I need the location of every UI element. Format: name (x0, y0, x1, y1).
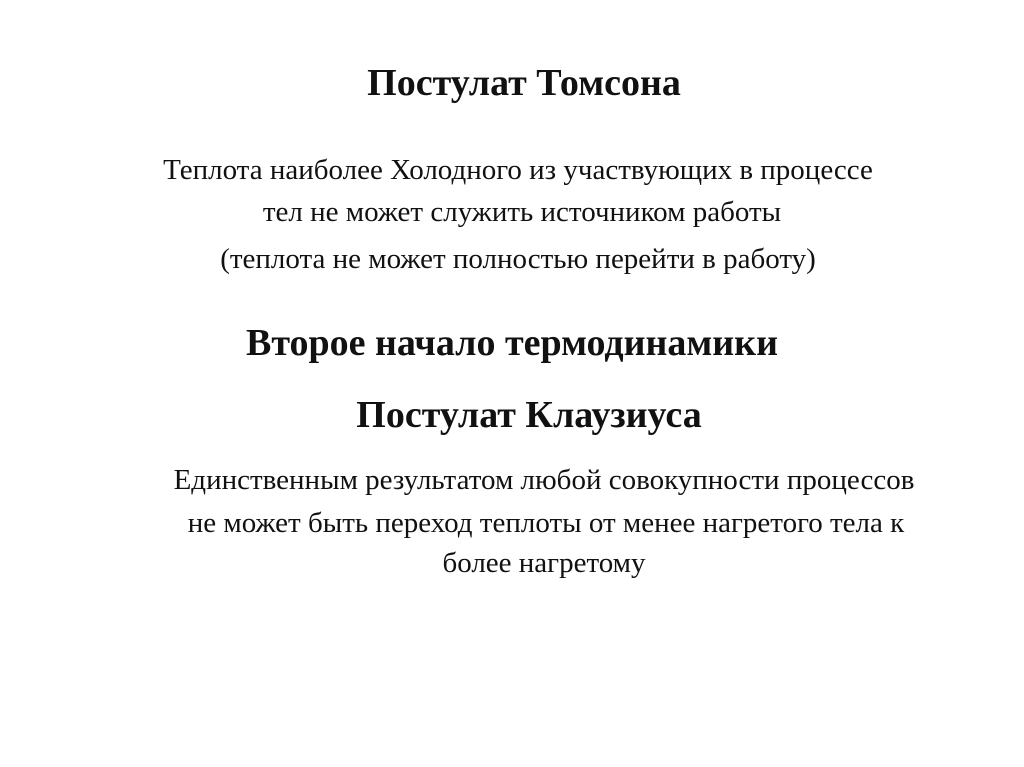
clausius-statement-line-1: Единственным результатом любой совокупности процессов (173, 464, 915, 496)
clausius-statement-line-3: более нагретому (442, 547, 646, 579)
thomson-postulate-title: Постулат Томсона (367, 62, 681, 104)
clausius-statement-line-2: не может быть переход теплоты от менее нагретого тела к (187, 507, 905, 539)
thomson-statement-line-1: Теплота наиболее Холодного из участвующих в процессе (163, 154, 873, 186)
thomson-note: (теплота не может полностью перейти в работу) (220, 243, 816, 275)
thomson-statement-line-2: тел не может служить источником работы (262, 196, 782, 228)
second-law-title: Второе начало термодинамики (246, 322, 778, 364)
clausius-postulate-title: Постулат Клаузиуса (356, 394, 702, 436)
